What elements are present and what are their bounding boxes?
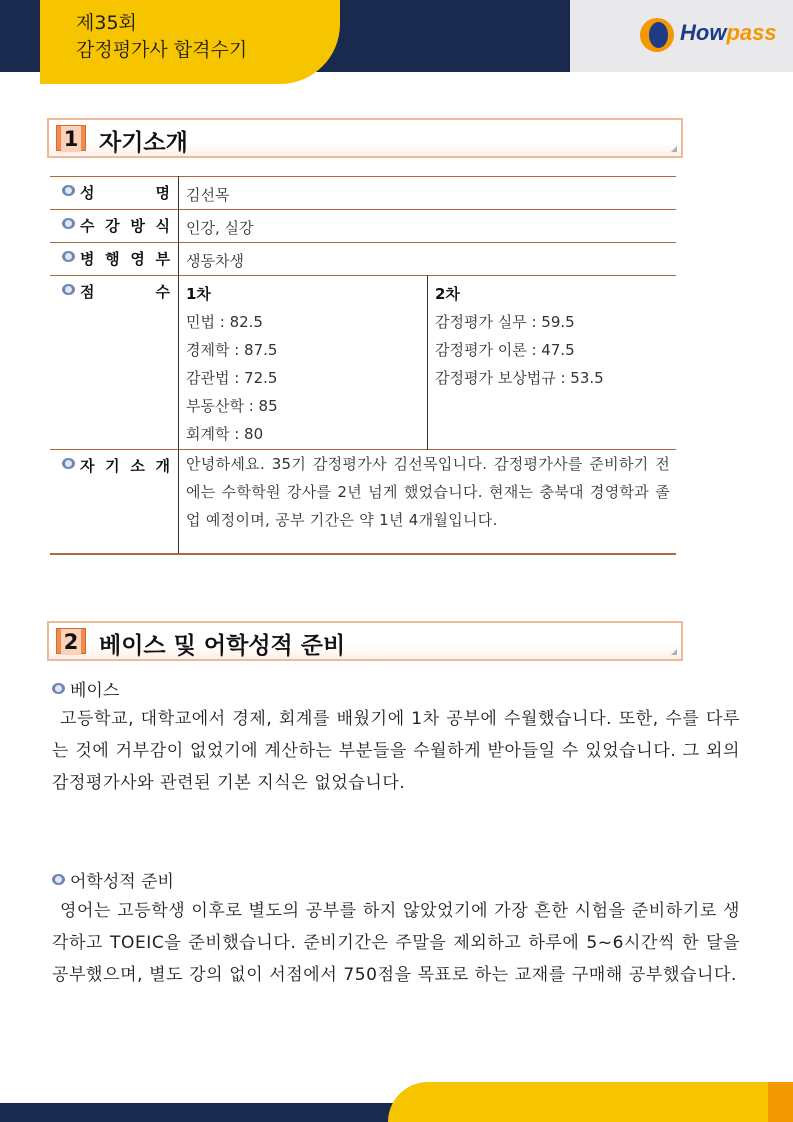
logo-mark-icon bbox=[640, 18, 674, 52]
table-row bbox=[50, 276, 676, 450]
profile-table bbox=[50, 176, 676, 555]
scores-second-heading: 2차 bbox=[435, 285, 460, 303]
header-title bbox=[76, 10, 247, 64]
value-concurrent: 생동차생 bbox=[186, 252, 244, 270]
score-item: 감정평가 이론 : 47.5 bbox=[435, 341, 575, 359]
logo-text-pass: pass bbox=[726, 20, 777, 45]
bullet-icon bbox=[52, 874, 65, 885]
subheading-language: 어학성적 준비 bbox=[52, 867, 174, 892]
section-2-number: 2 bbox=[61, 629, 81, 655]
label-study-method: 수 강 방 식 bbox=[80, 217, 170, 235]
score-item: 부동산학 : 85 bbox=[186, 397, 278, 415]
header-line-1: 제35회 bbox=[76, 12, 137, 34]
footer-orange-block bbox=[768, 1082, 793, 1122]
section-2-header bbox=[47, 621, 683, 661]
score-item: 경제학 : 87.5 bbox=[186, 341, 278, 359]
section-1-header bbox=[47, 118, 683, 158]
value-study-method: 인강, 실강 bbox=[186, 219, 254, 237]
section-2-title: 베이스 및 어학성적 준비 bbox=[99, 633, 346, 659]
scores-first-heading: 1차 bbox=[186, 285, 211, 303]
bullet-icon bbox=[62, 458, 75, 469]
section-1-number: 1 bbox=[61, 126, 81, 152]
score-item: 민법 : 82.5 bbox=[186, 313, 263, 331]
value-intro: 안녕하세요. 35기 감정평가사 김선목입니다. 감정평가사를 준비하기 전에는 수학학원 강사를 2년 넘게 했었습니다. 현재는 충북대 경영학과 졸업 예정이며, 공부 기간은 약 1년 4개월입니다. bbox=[186, 455, 670, 529]
table-row bbox=[50, 177, 676, 210]
bullet-icon bbox=[52, 683, 65, 694]
value-name: 김선목 bbox=[186, 186, 230, 204]
logo-text-how: How bbox=[680, 20, 727, 45]
scores-first-round bbox=[179, 276, 427, 448]
paragraph-language: 영어는 고등학생 이후로 별도의 공부를 하지 않았었기에 가장 흔한 시험을 준비하기로 생각하고 TOEIC을 준비했습니다. 준비기간은 주말을 제외하고 하루에 5~6시간씩 한 달을 공부했으며, 별도 강의 없이 서점에서 750점을 목표로 하는 교재를 구매해 공부했습니다. bbox=[52, 901, 740, 985]
score-item: 감정평가 보상법규 : 53.5 bbox=[435, 369, 604, 387]
table-row bbox=[50, 210, 676, 243]
corner-triangle-icon bbox=[671, 649, 677, 655]
score-item: 회계학 : 80 bbox=[186, 425, 264, 443]
score-item: 감정평가 실무 : 59.5 bbox=[435, 313, 575, 331]
scores-second-round bbox=[428, 276, 676, 392]
label-intro: 자 기 소 개 bbox=[80, 457, 170, 475]
section-1-title: 자기소개 bbox=[99, 130, 188, 156]
bullet-icon bbox=[62, 251, 75, 262]
paragraph-base: 고등학교, 대학교에서 경제, 회계를 배웠기에 1차 공부에 수월했습니다. 또한, 수를 다루는 것에 거부감이 없었기에 계산하는 부분들을 수월하게 받아들일 수 있었습니다. 그 외의 감정평가사와 관련된 기본 지식은 없었습니다. bbox=[52, 709, 740, 793]
bullet-icon bbox=[62, 218, 75, 229]
header-line-2: 감정평가사 합격수기 bbox=[76, 39, 248, 61]
score-item: 감관법 : 72.5 bbox=[186, 369, 278, 387]
bullet-icon bbox=[62, 284, 75, 295]
table-row bbox=[50, 243, 676, 276]
label-concurrent: 병 행 영 부 bbox=[80, 250, 170, 268]
label-scores: 점 수 bbox=[80, 283, 170, 301]
table-row bbox=[50, 450, 676, 554]
label-name: 성 명 bbox=[80, 184, 170, 202]
subheading-base: 베이스 bbox=[52, 676, 119, 701]
footer-yellow-band bbox=[388, 1082, 793, 1122]
corner-triangle-icon bbox=[671, 146, 677, 152]
bullet-icon bbox=[62, 185, 75, 196]
